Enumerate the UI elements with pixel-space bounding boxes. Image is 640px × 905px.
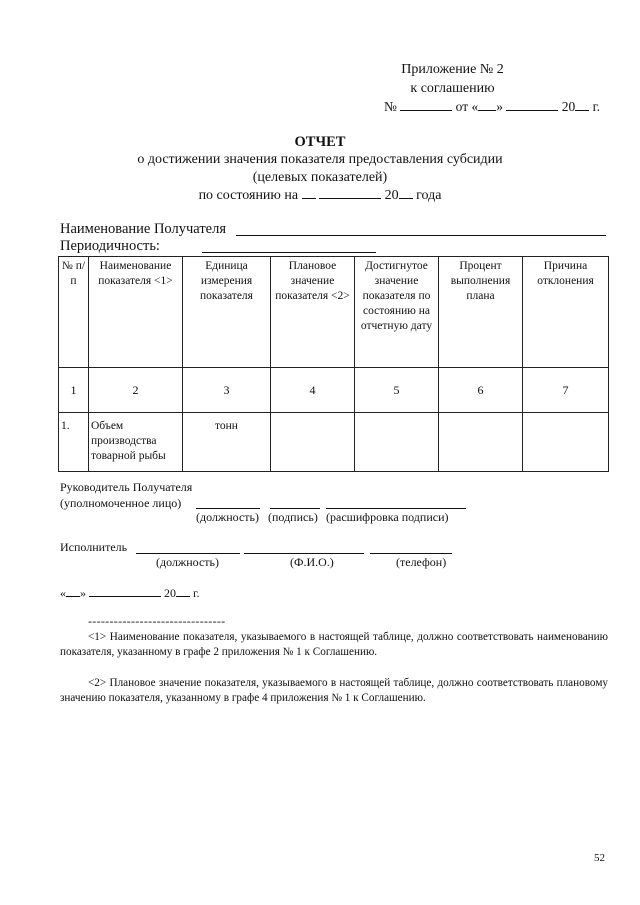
footnote-2 (60, 676, 608, 706)
as-of-month-blank (319, 187, 381, 199)
report-subtitle-line4 (0, 187, 640, 204)
table-cell: тонн (183, 413, 271, 472)
header-cell: Процент выполнения плана (439, 257, 523, 368)
caption-executor-name: (Ф.И.О.) (290, 555, 334, 569)
caption-executor-phone: (телефон) (396, 555, 447, 569)
date-quote-close: » (80, 586, 86, 600)
position-blank (196, 508, 260, 509)
column-number-cell: 5 (355, 368, 439, 413)
date-year-suffix: г. (193, 586, 200, 600)
report-table (58, 256, 609, 472)
date-line (60, 585, 200, 601)
signature-label-line2: (уполномоченное лицо) (60, 496, 182, 510)
table-cell (271, 413, 355, 472)
year-suffix: г. (592, 99, 601, 114)
date-year-blank (176, 585, 190, 597)
footnote-2-text: <2> Плановое значение показателя, указываемого в настоящей таблице, должно соответствовать плановому значению показателя, указанному в графе 4 приложения № 1 к Соглашению. (60, 677, 608, 704)
caption-signature: (подпись) (268, 510, 318, 524)
as-of-day-blank (302, 187, 316, 199)
caption-decoding: (расшифровка подписи) (326, 510, 449, 524)
header-cell: Плановое значение показателя <2> (271, 257, 355, 368)
table-cell: Объем производства товарной рыбы (89, 413, 183, 472)
header-cell: Единица измерения показателя (183, 257, 271, 368)
quote-close: » (496, 99, 503, 114)
agreement-number-blank (400, 99, 452, 111)
column-number-cell: 4 (271, 368, 355, 413)
periodicity-label: Периодичность: (60, 238, 160, 254)
table-row (59, 413, 609, 472)
column-number-cell: 7 (523, 368, 609, 413)
column-number-cell: 6 (439, 368, 523, 413)
agreement-number-line (384, 99, 600, 115)
decoding-blank (326, 508, 466, 509)
as-of-year-blank (399, 187, 413, 199)
as-of-label: по состоянию на (198, 188, 299, 203)
date-day-blank (66, 585, 80, 597)
executor-position-blank (136, 553, 240, 554)
table-cell (439, 413, 523, 472)
date-quote-open: « (60, 586, 66, 600)
month-blank (506, 99, 558, 111)
executor-label: Исполнитель (60, 540, 128, 554)
caption-executor-position: (должность) (156, 555, 219, 569)
table-column-numbers-row (59, 368, 609, 413)
header-cell: Причина отклонения (523, 257, 609, 368)
header-cell: № п/п (59, 257, 89, 368)
appendix-line2: к соглашению (410, 81, 495, 96)
year-blank (575, 99, 589, 111)
table-cell (355, 413, 439, 472)
executor-phone-blank (370, 553, 452, 554)
report-title: ОТЧЕТ (294, 134, 346, 150)
column-number-cell: 2 (89, 368, 183, 413)
number-sign: № (384, 99, 397, 114)
as-of-year-prefix: 20 (384, 188, 399, 203)
appendix-line1: Приложение № 2 (401, 62, 504, 77)
table-cell: 1. (59, 413, 89, 472)
column-number-cell: 3 (183, 368, 271, 413)
signature-blank (270, 508, 320, 509)
as-of-year-suffix: года (416, 188, 442, 203)
day-blank (478, 99, 496, 111)
date-month-blank (89, 585, 161, 597)
year-prefix: 20 (561, 99, 576, 114)
periodicity-blank (202, 252, 376, 253)
executor-name-blank (244, 553, 364, 554)
from-label: от « (455, 99, 479, 114)
signature-label-line1: Руководитель Получателя (60, 480, 193, 494)
table-header-row (59, 257, 609, 368)
column-number-cell: 1 (59, 368, 89, 413)
table-cell (523, 413, 609, 472)
footnote-1-text: <1> Наименование показателя, указываемого в настоящей таблице, должно соответствовать наименованию показателя, указанному в графе 2 приложения № 1 к Соглашению. (60, 631, 608, 658)
caption-position: (должность) (196, 510, 259, 524)
report-subtitle-line3: (целевых показателей) (252, 170, 388, 185)
page-number: 52 (594, 852, 605, 864)
header-cell: Достигнутое значение показателя по состоянию на отчетную дату (355, 257, 439, 368)
footnote-separator: -------------------------------- (88, 614, 226, 628)
report-subtitle-line2: о достижении значения показателя предоставления субсидии (137, 152, 503, 167)
header-cell: Наименование показателя <1> (89, 257, 183, 368)
footnote-1 (60, 630, 608, 660)
recipient-label: Наименование Получателя (60, 221, 227, 237)
recipient-blank (236, 235, 606, 236)
date-year-prefix: 20 (164, 586, 176, 600)
